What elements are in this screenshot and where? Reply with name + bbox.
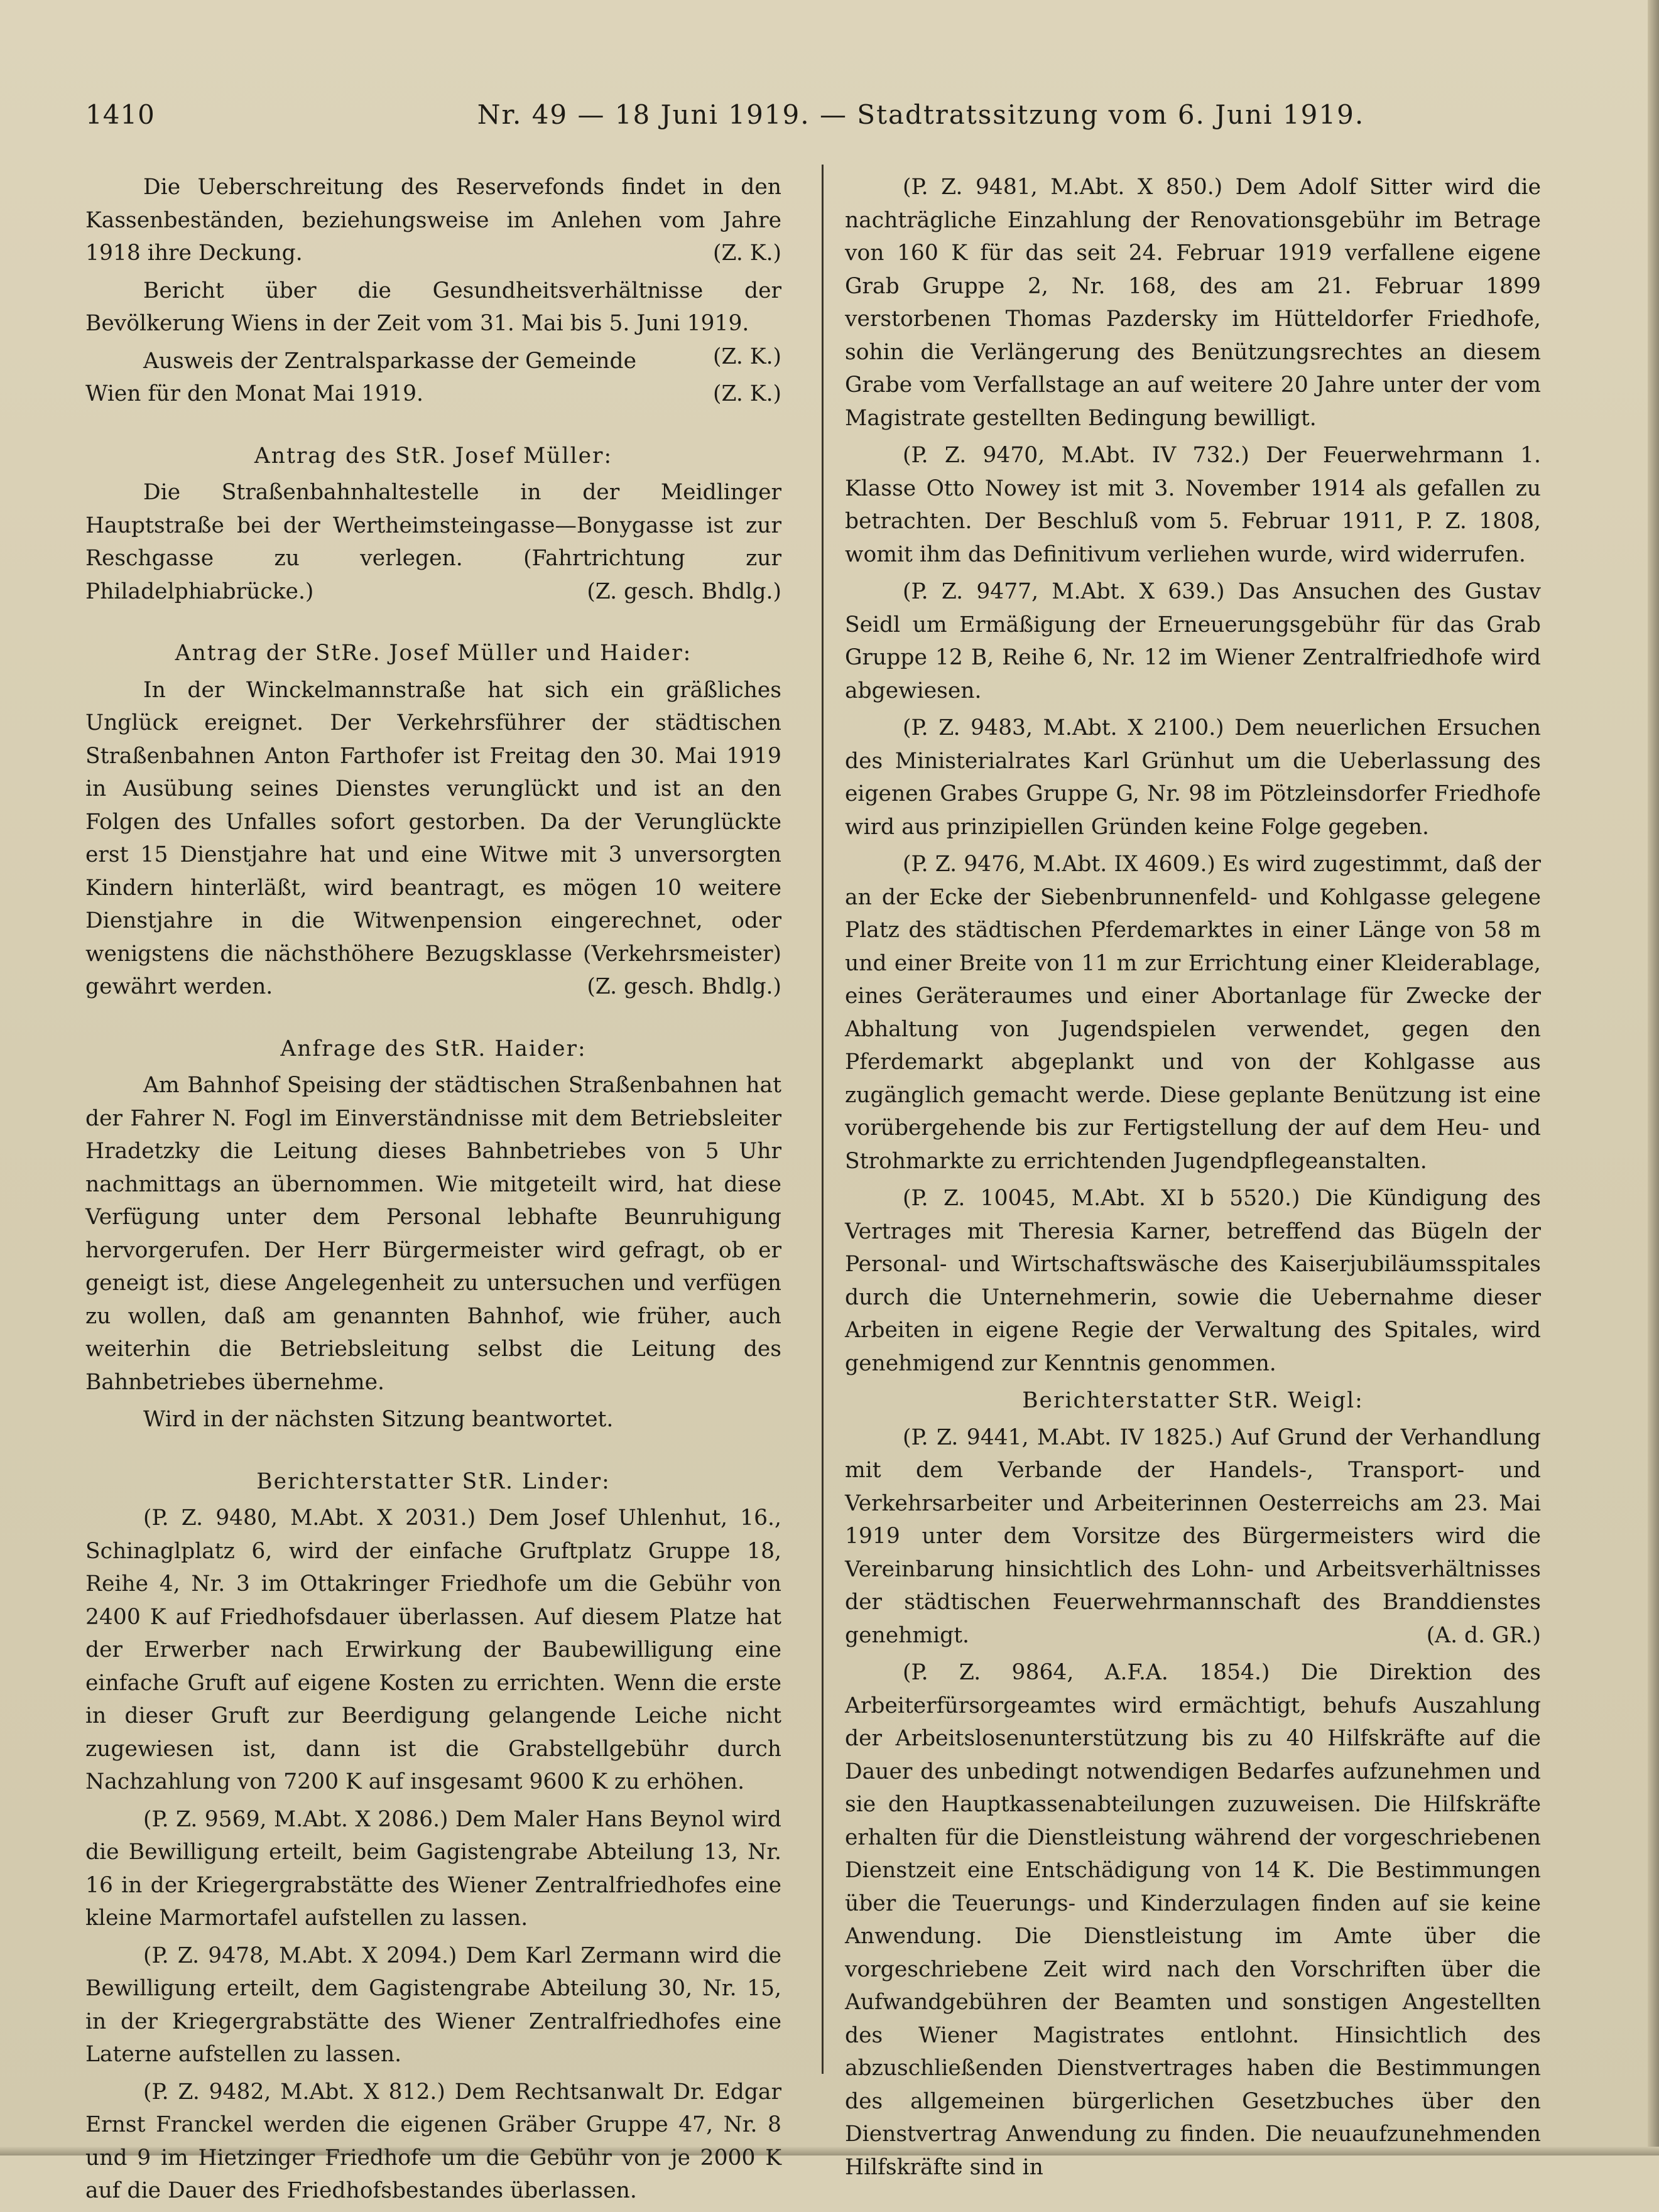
paragraph: Bericht über die Gesundheitsverhältnisse der Bevölkerung Wiens in der Zeit vom 31. Mai bis 5. Juni 1919. (Z. K.) — [85, 274, 781, 340]
committee-tag: (A. d. GR.) — [1426, 1622, 1541, 1648]
reference-number: (P. Z. 9476, M.Abt. IX 4609.) — [903, 852, 1216, 877]
paragraph: Die Straßenbahnhaltestelle in der Meidlinger Hauptstraße bei der Wertheimsteingasse—Bonygasse ist zur Reschgasse zu verlegen. (Fahrtrichtung zur Philadelphiabrücke.) (Z. gesch. Bhdlg.) — [85, 476, 781, 608]
reference-number: (P. Z. 9477, M.Abt. X 639.) — [903, 579, 1225, 604]
running-head: Nr. 49 — 18 Juni 1919. — Stadtratssitzung vom 6. Juni 1919. — [477, 99, 1365, 130]
reference-number: (P. Z. 10045, M.Abt. XI b 5520.) — [903, 1186, 1300, 1211]
paragraph: (P. Z. 9441, M.Abt. IV 1825.) Auf Grund der Verhandlung mit dem Verbande der Handels-, Transport- und Verkehrsarbeiter und Arbeiterinnen Oesterreichs am 23. Mai 1919 unter dem Vorsitze des Bürgermeisters wird die Vereinbarung hinsichtlich des Lohn- und Arbeitsverhältnisses der städtischen Feuerwehrmannschaft des Branddienstes genehmigt. (A. d. GR.) — [845, 1421, 1541, 1652]
paragraph: (P. Z. 10045, M.Abt. XI b 5520.) Die Kündigung des Vertrages mit Theresia Karner, betreffend das Bügeln der Personal- und Wirtschaftswäsche des Kaiserjubiläumsspitales durch die Unternehmerin, sowie die Uebernahme dieser Arbeiten in eigene Regie der Verwaltung des Spitales, wird genehmigend zur Kenntnis genommen. — [845, 1186, 1542, 1376]
section-heading: Berichterstatter StR. Linder: — [256, 1468, 611, 1494]
reference-number: (P. Z. 9482, M.Abt. X 812.) — [143, 2079, 445, 2105]
committee-tag: (Z. K.) — [713, 344, 781, 369]
paragraph: Ausweis der Zentralsparkasse der Gemeinde Wien für den Monat Mai 1919. (Z. K.) — [85, 345, 781, 411]
committee-tag: (Z. gesch. Bhdlg.) — [587, 974, 781, 999]
section-heading: Anfrage des StR. Haider: — [280, 1036, 587, 1061]
reference-number: (P. Z. 9478, M.Abt. X 2094.) — [143, 1943, 457, 1968]
paragraph: (P. Z. 9476, M.Abt. IX 4609.) Es wird zugestimmt, daß der an der Ecke der Siebenbrunnenfeld- und Kohlgasse gelegene Platz des städtischen Pferdemarktes in einer Länge von 58 m und einer Breite von 11 m zur Errichtung einer Kleiderablage, eines Geräteraumes und einer Abortanlage für Zwecke der Abhaltung von Jugendspielen verwendet, gegen den Pferdemarkt abgeplankt und von der Kohlgasse aus zugänglich gemacht werde. Diese geplante Benützung ist eine vorübergehende bis zur Fertigstellung der auf dem Heu- und Strohmarkte zu errichtenden Jugendpflegeanstalten. — [845, 852, 1541, 1174]
reference-number: (P. Z. 9481, M.Abt. X 850.) — [903, 175, 1223, 200]
reference-number: (P. Z. 9470, M.Abt. IV 732.) — [903, 443, 1249, 468]
reference-number: (P. Z. 9480, M.Abt. X 2031.) — [143, 1505, 476, 1531]
section-heading: Antrag der StRe. Josef Müller und Haider: — [175, 641, 692, 666]
paragraph: (P. Z. 9480, M.Abt. X 2031.) Dem Josef Uhlenhut, 16., Schinaglplatz 6, wird der einfache Gruftplatz Gruppe 18, Reihe 4, Nr. 3 im Ottakringer Friedhofe um die Gebühr von 2400 K auf Friedhofsdauer überlassen. Auf diesem Platze hat der Erwerber nach Erwirkung der Baubewilligung eine einfache Gruft auf eigene Kosten zu errichten. Wenn die erste in dieser Gruft zur Beerdigung gelangende Leiche nicht zugewiesen ist, dann ist die Grabstellgebühr durch Nachzahlung von 7200 K auf insgesamt 9600 K zu erhöhen. — [85, 1505, 781, 1794]
paragraph: Am Bahnhof Speising der städtischen Straßenbahnen hat der Fahrer N. Fogl im Einverständnisse mit dem Betriebsleiter Hradetzky die Leitung dieses Bahnbetriebes von 5 Uhr nachmittags an übernommen. Wie mitgeteilt wird, hat diese Verfügung unter dem Personal lebhafte Beunruhigung hervorgerufen. Der Herr Bürgermeister wird gefragt, ob er geneigt ist, diese Angelegenheit zu untersuchen und verfügen zu wollen, daß am genannten Bahnhof, wie früher, auch weiterhin die Betriebsleitung selbst die Leitung des Bahnbetriebes übernehme. — [85, 1073, 781, 1395]
paragraph: (P. Z. 9481, M.Abt. X 850.) Dem Adolf Sitter wird die nachträgliche Einzahlung der Renovationsgebühr im Betrage von 160 K für das seit 24. Februar 1919 verfallene eigene Grab Gruppe 2, Nr. 168, des am 21. Februar 1899 verstorbenen Thomas Pazdersky im Hütteldorfer Friedhofe, sohin die Verlängerung des Benützungsrechtes an diesem Grabe vom Verfallstage an auf weitere 20 Jahre unter der vom Magistrate gestellten Bedingung bewilligt. — [845, 175, 1541, 431]
left-column — [85, 171, 781, 2212]
paragraph: (P. Z. 9477, M.Abt. X 639.) Das Ansuchen des Gustav Seidl um Ermäßigung der Erneuerungsgebühr für das Grab Gruppe 12 B, Reihe 6, Nr. 12 im Wiener Zentralfriedhofe wird abgewiesen. — [845, 579, 1542, 703]
page-edge-right — [1648, 0, 1659, 2155]
committee-tag: (Z. gesch. Bhdlg.) — [587, 578, 781, 604]
reference-number: (P. Z. 9864, A.F.A. 1854.) — [903, 1660, 1270, 1685]
page-number: 1410 — [85, 99, 155, 130]
paragraph: In der Winckelmannstraße hat sich ein gräßliches Unglück ereignet. Der Verkehrsführer der städtischen Straßenbahnen Anton Farthofer ist Freitag den 30. Mai 1919 in Ausübung seines Dienstes verunglückt und ist an den Folgen des Unfalles sofort gestorben. Da der Verunglückte erst 15 Dienstjahre hat und eine Witwe mit 3 unversorgten Kindern hinterläßt, wird beantragt, es mögen 10 weitere Dienstjahre in die Witwenpension eingerechnet, oder wenigstens die nächsthöhere Bezugsklasse (Verkehrsmeister) gewährt werden. (Z. gesch. Bhdlg.) — [85, 674, 781, 1004]
paragraph: (P. Z. 9483, M.Abt. X 2100.) Dem neuerlichen Ersuchen des Ministerialrates Karl Grünhut um die Ueberlassung des eigenen Grabes Gruppe G, Nr. 98 im Pötzleinsdorfer Friedhofe wird aus prinzipiellen Gründen keine Folge gegeben. — [845, 715, 1541, 840]
paragraph: (P. Z. 9478, M.Abt. X 2094.) Dem Karl Zermann wird die Bewilligung erteilt, dem Gagistengrabe Abteilung 30, Nr. 15, in der Kriegergrabstätte des Wiener Zentralfriedhofes eine Laterne aufstellen zu lassen. — [85, 1943, 781, 2067]
paragraph: Die Ueberschreitung des Reservefonds findet in den Kassenbeständen, beziehungsweise im Anlehen vom Jahre 1918 ihre Deckung. (Z. K.) — [85, 171, 781, 270]
paragraph: (P. Z. 9470, M.Abt. IV 732.) Der Feuerwehrmann 1. Klasse Otto Nowey ist mit 3. November 1914 als gefallen zu betrachten. Der Beschluß vom 5. Februar 1911, P. Z. 1808, womit ihm das Definitivum verliehen wurde, wird widerrufen. — [845, 443, 1541, 567]
reference-number: (P. Z. 9441, M.Abt. IV 1825.) — [903, 1424, 1223, 1450]
section-heading: Berichterstatter StR. Weigl: — [1022, 1388, 1364, 1413]
paragraph: (P. Z. 9482, M.Abt. X 812.) Dem Rechtsanwalt Dr. Edgar Ernst Franckel werden die eigenen Gräber Gruppe 47, Nr. 8 und 9 im Hietzinger Friedhofe um die Gebühr von je 2000 K auf die Dauer des Friedhofsbestandes überlassen. — [85, 2079, 781, 2203]
column-divider — [822, 165, 824, 2074]
paragraph: Wird in der nächsten Sitzung beantwortet. — [143, 1407, 614, 1432]
page-header — [85, 94, 1568, 138]
paragraph: (P. Z. 9864, A.F.A. 1854.) Die Direktion des Arbeiterfürsorgeamtes wird ermächtigt, behufs Auszahlung der Arbeitslosenunterstützung bis zu 40 Hilfskräfte auf die Dauer des unbedingt notwendigen Bedarfes aufzunehmen und sie den Hauptkassenabteilungen zuzuweisen. Die Hilfskräfte erhalten für die Dienstleistung während der vorgeschriebenen Dienstzeit eine Entschädigung von 14 K. Die Bestimmungen über die Teuerungs- und Kinderzulagen finden auf sie keine Anwendung. Die Dienstleistung im Amte über die vorgeschriebene Zeit wird nach den Vorschriften über die Aufwandgebühren der Beamten und sonstigen Angestellten des Wiener Magistrates entlohnt. Hinsichtlich des abzuschließenden Dienstvertrages haben die Bestimmungen des allgemeinen bürgerlichen Gesetzbuches über den Dienstvertrag Anwendung zu finden. Die neuaufzunehmenden Hilfskräfte sind in — [845, 1660, 1542, 2180]
reference-number: (P. Z. 9569, M.Abt. X 2086.) — [143, 1806, 449, 1832]
reference-number: (P. Z. 9483, M.Abt. X 2100.) — [903, 715, 1224, 740]
committee-tag: (Z. K.) — [713, 381, 781, 406]
committee-tag: (Z. K.) — [713, 241, 781, 266]
right-column — [845, 171, 1541, 2188]
section-heading: Antrag des StR. Josef Müller: — [254, 443, 613, 469]
paragraph: (P. Z. 9569, M.Abt. X 2086.) Dem Maler Hans Beynol wird die Bewilligung erteilt, beim Gagistengrabe Abteilung 13, Nr. 16 in der Kriegergrabstätte des Wiener Zentralfriedhofes eine kleine Marmortafel aufstellen zu lassen. — [85, 1806, 782, 1931]
